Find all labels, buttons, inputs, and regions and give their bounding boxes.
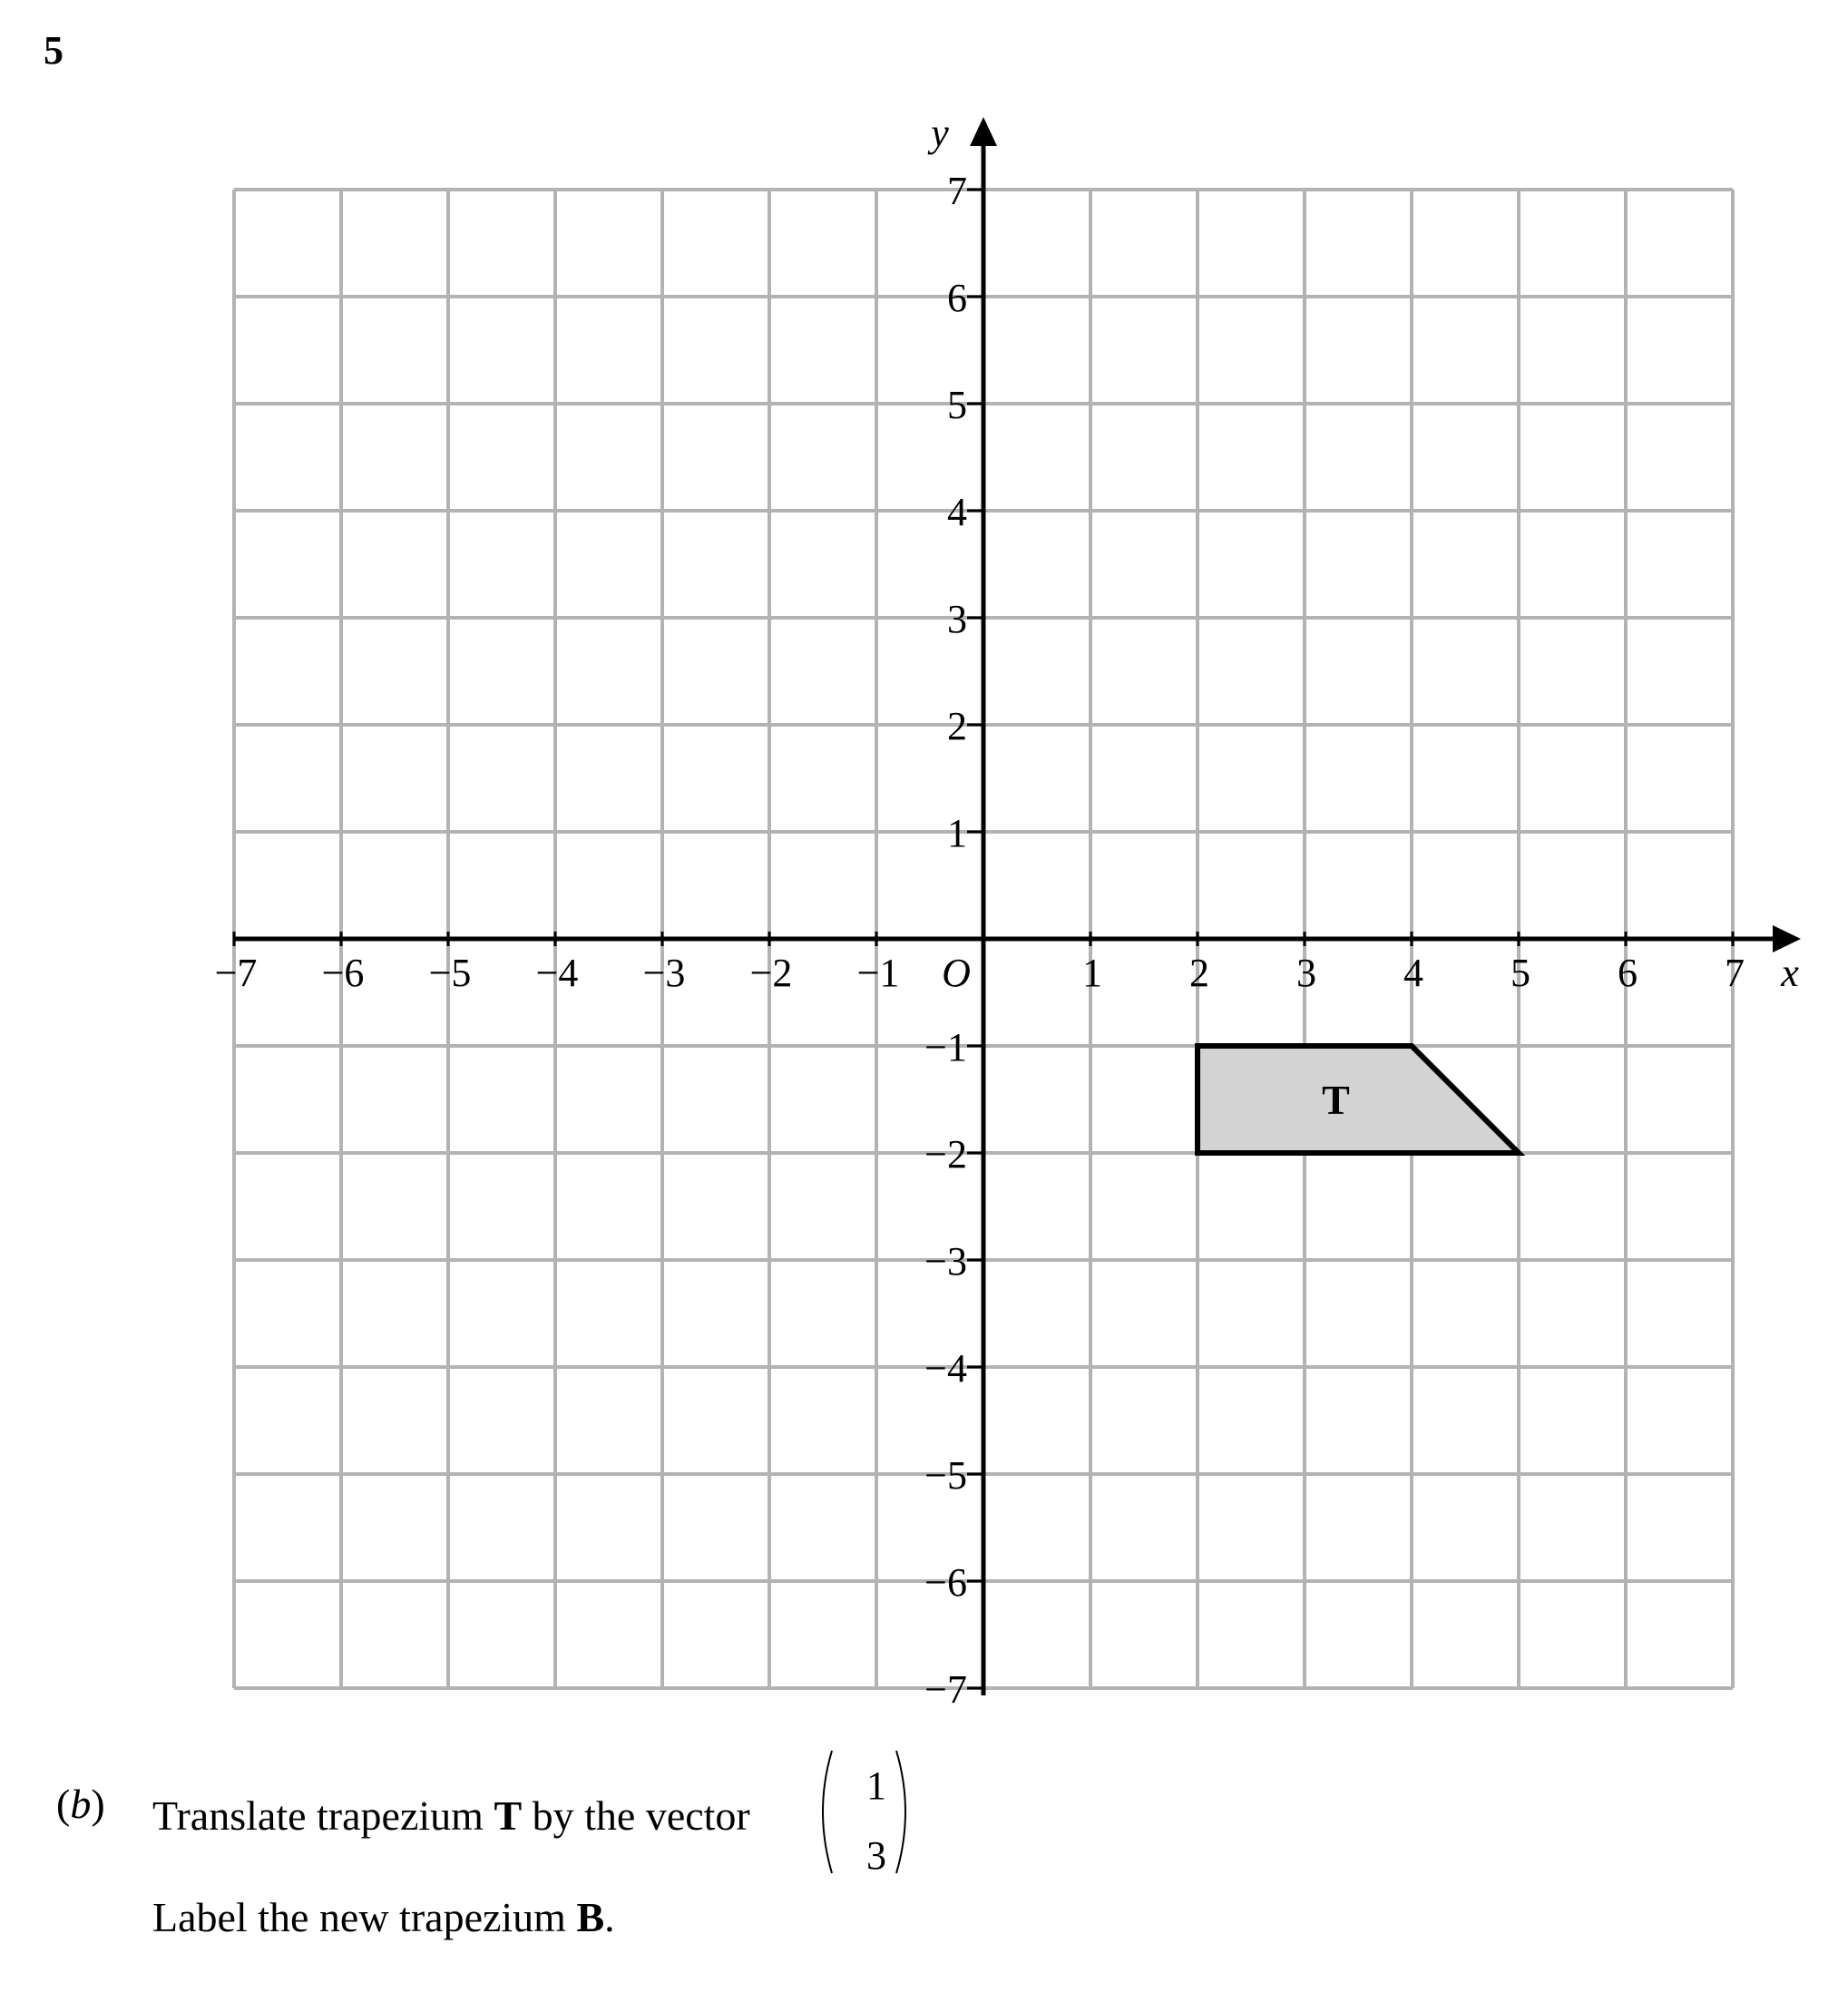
y-tick-label: 6 (947, 276, 967, 320)
y-tick-label: 1 (947, 811, 967, 855)
shapes (1198, 1046, 1519, 1153)
instruction-line-1 (152, 1792, 750, 1840)
question-number: 5 (44, 28, 64, 73)
y-tick-label: −7 (924, 1667, 967, 1712)
x-tick-label: 2 (1189, 951, 1209, 995)
shape-name-t: T (494, 1792, 523, 1839)
instruction2-text-after: . (604, 1894, 615, 1940)
x-axis-arrow (1773, 925, 1801, 952)
y-tick-label: 2 (947, 704, 967, 748)
y-tick-label: −3 (924, 1239, 967, 1284)
x-tick-label: −1 (856, 951, 900, 995)
x-tick-label: −5 (428, 951, 472, 995)
vector-top-value: 1 (866, 1763, 886, 1808)
y-tick-label: −4 (924, 1346, 967, 1391)
column-vector (812, 1746, 916, 1878)
x-tick-label: −2 (749, 951, 793, 995)
y-tick-label: 7 (947, 169, 967, 213)
x-tick-label: −4 (535, 951, 579, 995)
x-tick-label: −6 (321, 951, 365, 995)
x-tick-label: 6 (1618, 951, 1638, 995)
x-tick-label: 4 (1403, 951, 1423, 995)
origin-label: O (942, 951, 971, 995)
instruction-text-after: by the vector (522, 1792, 750, 1839)
x-tick-label: 7 (1725, 951, 1745, 995)
axes (234, 111, 1801, 1695)
y-tick-label: −6 (924, 1560, 967, 1605)
part-b-label: (b) (56, 1781, 105, 1827)
x-tick-label: −3 (642, 951, 686, 995)
y-tick-label: −2 (924, 1132, 967, 1177)
x-tick-label: 5 (1511, 951, 1530, 995)
x-tick-label: −7 (214, 951, 258, 995)
instruction-text-before: Translate trapezium (152, 1792, 494, 1839)
y-tick-label: 5 (947, 383, 967, 427)
part-letter: b (70, 1781, 92, 1827)
y-tick-label: −5 (924, 1453, 967, 1498)
y-axis-label: y (931, 111, 949, 155)
y-tick-label: 3 (947, 597, 967, 641)
trapezium-label: T (1322, 1077, 1350, 1123)
x-tick-label: 1 (1082, 951, 1102, 995)
y-tick-label: 4 (947, 490, 967, 534)
instruction2-text-before: Label the new trapezium (152, 1894, 577, 1940)
x-axis-label: x (1781, 951, 1799, 995)
y-tick-label: −1 (924, 1025, 967, 1069)
trapezium-t (1198, 1046, 1519, 1153)
instruction-line-2 (152, 1893, 615, 1941)
shape-name-b: B (576, 1894, 605, 1940)
x-tick-label: 3 (1296, 951, 1316, 995)
y-axis-arrow (970, 117, 997, 146)
vector-bottom-value: 3 (866, 1833, 886, 1878)
